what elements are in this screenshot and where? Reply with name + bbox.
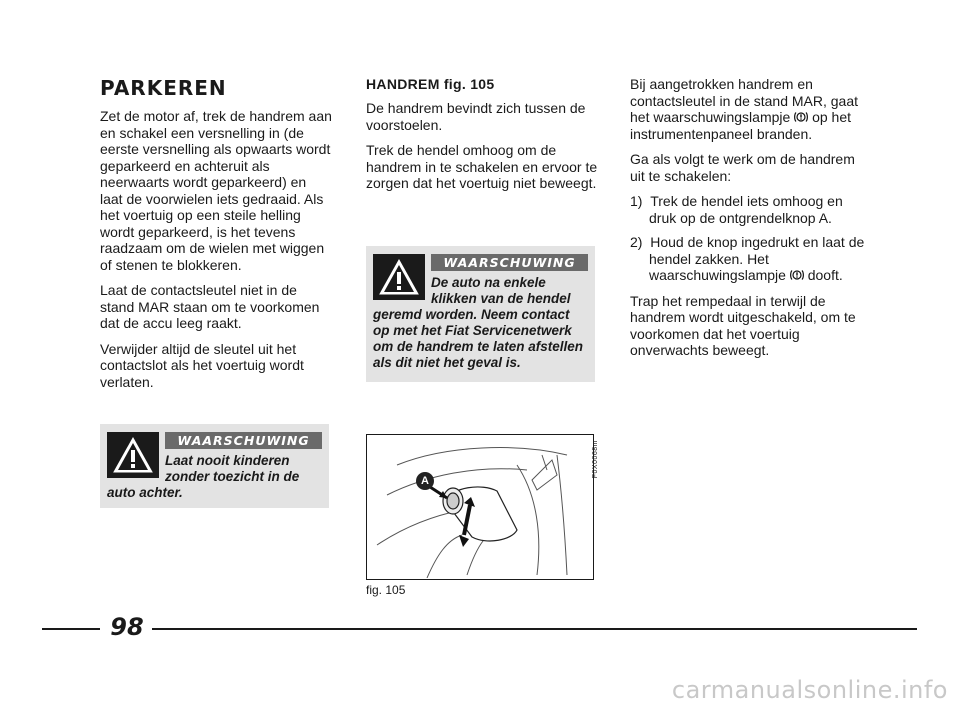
warning-box-handbrake (366, 246, 595, 382)
paragraph: Ga als volgt te werk om de handrem uit te schakelen: (630, 151, 855, 184)
step-text: dooft. (807, 267, 843, 283)
column-release (630, 76, 870, 368)
step-text: Trek de hendel iets omhoog en druk op de ontgrendelknop A. (649, 193, 843, 226)
handbrake-drawing (367, 435, 592, 578)
steps-list (630, 193, 870, 284)
warning-triangle-icon (107, 432, 159, 478)
warning-label: WAARSCHUWING (165, 432, 322, 449)
text-segment: Bij aangetrokken handrem en contactsleutel in de stand MAR, gaat het waarschuwingslampje (630, 76, 859, 125)
step-number: 2) (630, 234, 643, 250)
paragraph: Zet de motor af, trek de handrem aan en schakel een versnelling in (de eerste versnelling als opwaarts wordt geparkeerd en achteruit als neerwaarts wordt geparkeerd) en laat de voorwielen iets gedraaid. Als het voertuig op een steile helling wordt geparkeerd, is het tevens raadzaam om de wielen met wiggen of stenen te blokkeren. (100, 108, 332, 273)
footer-rule (42, 628, 100, 630)
warning-text: Laat nooit kinderen zonder toezicht in de auto achter. (107, 453, 300, 500)
warning-label: WAARSCHUWING (431, 254, 588, 271)
paragraph: Trap het rempedaal in terwijl de handrem wordt uitgeschakeld, om te voorkomen dat het voertuig onverwachts beweegt. (630, 292, 856, 358)
text-segment: op het instrumentenpaneel branden. (630, 109, 852, 142)
figure-handbrake-illustration (366, 434, 594, 580)
step-number: 1) (630, 193, 643, 209)
paragraph: Laat de contactsleutel niet in de stand MAR staan om te voorkomen dat de accu leeg raakt. (100, 282, 320, 331)
list-item (630, 193, 870, 226)
section-subtitle: HANDREM fig. 105 (366, 76, 495, 92)
warning-text: De auto na enkele klikken van de hendel geremd worden. Neem contact op met het Fiat Servicenetwerk om de handrem te laten afstellen als dit niet het geval is. (373, 275, 584, 370)
watermark: carmanualsonline.info (671, 676, 948, 704)
list-item (630, 234, 870, 284)
figure-code: F0X0068m (592, 440, 599, 479)
brake-warning-lamp-icon (790, 269, 804, 281)
footer-rule (152, 628, 917, 630)
warning-triangle-icon (373, 254, 425, 300)
paragraph: De handrem bevindt zich tussen de voorstoelen. (366, 100, 586, 133)
marker-a: A (416, 472, 434, 490)
warning-box-children (100, 424, 329, 508)
paragraph (630, 76, 870, 142)
section-title: PARKEREN (100, 76, 227, 100)
paragraph: Verwijder altijd de sleutel uit het contactslot als het voertuig wordt verlaten. (100, 340, 304, 390)
figure-caption: fig. 105 (366, 583, 406, 597)
paragraph: Trek de hendel omhoog om de handrem in te schakelen en ervoor te zorgen dat het voertuig niet beweegt. (366, 142, 598, 191)
step-text: Houd de knop ingedrukt en laat de hendel zakken. Het waarschuwingslampje (649, 234, 865, 283)
column-handrem (366, 76, 598, 201)
column-parkeren (100, 76, 332, 399)
brake-warning-lamp-icon (794, 111, 808, 123)
page-number: 98 (110, 613, 144, 641)
